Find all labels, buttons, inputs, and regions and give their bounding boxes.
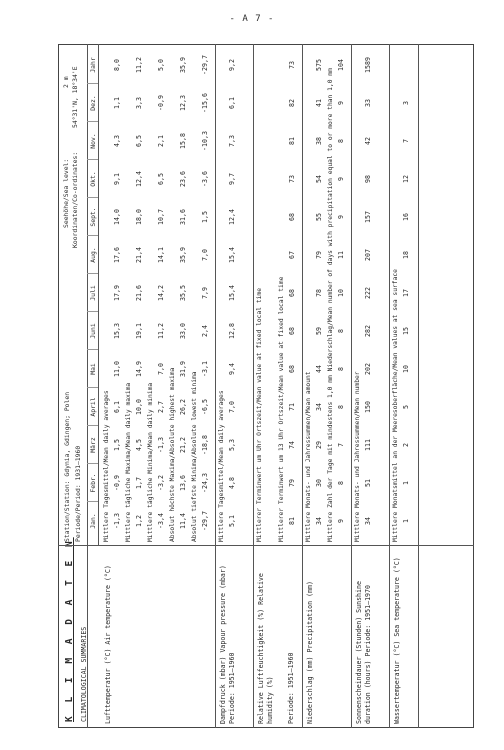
table-cell: -3,4 <box>157 513 165 529</box>
table-cell: 1,5 <box>201 211 209 223</box>
table-cell: 8 <box>337 405 345 409</box>
table-cell: 12 <box>402 175 410 183</box>
table-cell: 59 <box>315 327 323 335</box>
table-cell: 1,1 <box>113 97 121 109</box>
table-cell: 35,5 <box>179 285 187 301</box>
table-cell: 79 <box>315 251 323 259</box>
table-cell: 73 <box>288 61 296 69</box>
month-header-5: Juni <box>89 323 97 339</box>
table-cell: 34 <box>315 517 323 525</box>
month-divider <box>87 121 98 122</box>
table-cell: -29,7 <box>201 55 209 75</box>
row-title: Absolut tiefste Minima/Absolute lowest minima <box>191 371 198 542</box>
table-cell: 14,9 <box>135 361 143 377</box>
month-header-1: Febr. <box>89 473 97 493</box>
station-line: Station/Station: Gdynia, Gdingen; Polen <box>63 391 71 542</box>
section-label-0: Lufttemperatur (°C) Air temperature (°C) <box>104 565 112 724</box>
table-cell: 98 <box>364 175 372 183</box>
table-cell: 10 <box>402 365 410 373</box>
table-cell: 7,0 <box>201 249 209 261</box>
table-cell: 55 <box>315 213 323 221</box>
table-cell: 51 <box>364 479 372 487</box>
table-cell: -3,2 <box>157 475 165 491</box>
table-cell: -10,3 <box>201 131 209 151</box>
table-cell: -1,3 <box>113 513 121 529</box>
table-cell: 21,6 <box>135 285 143 301</box>
table-cell: 7,0 <box>228 401 236 413</box>
table-cell: 10 <box>337 289 345 297</box>
month-divider <box>87 273 98 274</box>
table-cell: 26,2 <box>179 399 187 415</box>
month-header-2: März <box>89 437 97 453</box>
table-cell: 12,4 <box>228 209 236 225</box>
table-cell: 9,4 <box>228 363 236 375</box>
month-header-4: Mai <box>89 363 97 375</box>
table-cell: 12,3 <box>179 95 187 111</box>
table-cell: 34 <box>364 517 372 525</box>
table-cell: 30 <box>315 479 323 487</box>
table-cell: 74 <box>288 441 296 449</box>
doc-subtitle: CLIMATOLOGICAL SUMMARIES <box>80 626 88 722</box>
month-divider <box>87 197 98 198</box>
table-cell: 21,2 <box>179 437 187 453</box>
table-cell: 6,1 <box>228 97 236 109</box>
table-cell: 29 <box>315 441 323 449</box>
month-header-7: Aug. <box>89 247 97 263</box>
month-header-6: Juli <box>89 285 97 301</box>
month-divider <box>87 387 98 388</box>
table-cell: 35,9 <box>179 57 187 73</box>
table-cell: 8 <box>337 481 345 485</box>
table-cell: -3,6 <box>201 171 209 187</box>
table-cell: 17,9 <box>113 285 121 301</box>
table-cell: -18,8 <box>201 435 209 455</box>
table-cell: 2,4 <box>201 325 209 337</box>
row-title: Mittlere Monats- und Jahressummen/Mean amount <box>305 371 312 542</box>
row-title: Mittlere Tagesmittel/Mean daily averages <box>218 390 225 542</box>
month-divider <box>87 425 98 426</box>
table-cell: 15 <box>402 327 410 335</box>
section-rule <box>253 44 254 728</box>
table-cell: 41 <box>315 99 323 107</box>
table-cell: 31,9 <box>179 361 187 377</box>
table-cell: 11,0 <box>113 361 121 377</box>
table-cell: 9 <box>337 177 345 181</box>
month-header-9: Okt. <box>89 171 97 187</box>
table-cell: 31,6 <box>179 209 187 225</box>
section-label-4: Sonnenscheindauer (Stunden) Sunshine duration (hours) Periode: 1951–1970 <box>355 581 372 724</box>
table-cell: 14,2 <box>157 285 165 301</box>
section-label-3: Niederschlag (mm) Precipitation (mm) <box>306 581 314 724</box>
table-cell: 7,0 <box>157 363 165 375</box>
table-cell: 1 <box>402 481 410 485</box>
table-cell: 150 <box>364 401 372 413</box>
table-cell: 6,5 <box>157 173 165 185</box>
table-cell: 1,7 <box>135 477 143 489</box>
table-cell: 19,1 <box>135 323 143 339</box>
table-cell: 104 <box>337 59 345 71</box>
table-cell: 282 <box>364 325 372 337</box>
table-cell: 8,0 <box>113 59 121 71</box>
table-cell: 78 <box>315 289 323 297</box>
table-cell: 7,9 <box>201 287 209 299</box>
table-cell: 38 <box>315 137 323 145</box>
table-cell: 81 <box>288 137 296 145</box>
table-cell: 33,0 <box>179 323 187 339</box>
table-cell: 2 <box>402 443 410 447</box>
table-cell: 15,4 <box>228 285 236 301</box>
table-cell: 21,4 <box>135 247 143 263</box>
section-sublabel-2: Periode: 1951–1960 <box>287 652 295 724</box>
table-cell: 9,2 <box>228 59 236 71</box>
table-cell: -29,7 <box>201 511 209 531</box>
table-cell: 15,4 <box>228 247 236 263</box>
table-cell: -1,3 <box>157 437 165 453</box>
table-cell: 12,4 <box>135 171 143 187</box>
table-cell: -24,3 <box>201 473 209 493</box>
table-cell: 54 <box>315 175 323 183</box>
month-divider <box>87 83 98 84</box>
table-cell: 207 <box>364 249 372 261</box>
row-title: Mittlere Monats- und Jahressummen/Mean number <box>354 371 361 542</box>
table-cell: 42 <box>364 137 372 145</box>
table-cell: 34 <box>315 403 323 411</box>
table-cell: 6,5 <box>135 135 143 147</box>
section-rule <box>351 44 352 728</box>
table-cell: 5,0 <box>157 59 165 71</box>
month-divider <box>87 349 98 350</box>
table-cell: 68 <box>288 213 296 221</box>
row-title: Mittlere tägliche Maxima/Mean daily maxima <box>125 382 132 542</box>
table-cell: 16 <box>402 213 410 221</box>
row-title: Absolut höchste Maxima/Absolute highest maxima <box>169 367 176 542</box>
table-cell: 6,1 <box>113 401 121 413</box>
table-cell: -0,9 <box>113 475 121 491</box>
month-divider <box>87 463 98 464</box>
table-cell: 7 <box>402 139 410 143</box>
table-cell: 15,8 <box>179 133 187 149</box>
table-cell: 68 <box>288 327 296 335</box>
table-cell: 11,2 <box>135 57 143 73</box>
table-cell: 1,5 <box>113 439 121 451</box>
month-header-12: Jahr <box>89 57 97 73</box>
table-cell: 11 <box>337 251 345 259</box>
table-cell: 82 <box>288 99 296 107</box>
section-rule <box>302 44 303 728</box>
table-cell: 8 <box>337 139 345 143</box>
page-number: - A 7 - <box>229 14 275 24</box>
table-cell: 5,1 <box>228 515 236 527</box>
header-rule <box>87 44 88 728</box>
months-rule <box>98 44 99 546</box>
table-cell: 13,6 <box>179 475 187 491</box>
table-cell: 18 <box>402 251 410 259</box>
month-divider <box>87 159 98 160</box>
table-cell: 575 <box>315 59 323 71</box>
month-divider <box>87 501 98 502</box>
month-divider <box>87 311 98 312</box>
table-cell: -6,5 <box>201 399 209 415</box>
table-cell: 5,3 <box>228 439 236 451</box>
section-rule <box>418 44 419 728</box>
section-rule <box>215 44 216 728</box>
section-rule <box>389 44 390 728</box>
table-cell: 8 <box>337 329 345 333</box>
table-cell: 1,2 <box>135 515 143 527</box>
section-label-2: Relative Luftfeuchtigkeit (%) Relative humidity (%) <box>257 573 274 724</box>
table-cell: 11,4 <box>179 513 187 529</box>
table-cell: 67 <box>288 251 296 259</box>
table-cell: 9 <box>337 215 345 219</box>
table-cell: 10,7 <box>157 209 165 225</box>
month-header-0: Jan. <box>89 513 97 529</box>
table-cell: 157 <box>364 211 372 223</box>
table-cell: 8 <box>337 367 345 371</box>
table-cell: 15,3 <box>113 323 121 339</box>
table-cell: 9 <box>337 101 345 105</box>
table-cell: 11,2 <box>157 323 165 339</box>
table-cell: 9,1 <box>113 173 121 185</box>
table-cell: -15,6 <box>201 93 209 113</box>
doc-title: K L I M A D A T E N <box>64 537 75 722</box>
table-cell: -0,9 <box>157 95 165 111</box>
row-title: Mittlerer Terminwert um Uhr Ortszeit/Mean value at fixed local time <box>256 287 263 542</box>
table-cell: 5 <box>402 405 410 409</box>
table-cell: 71 <box>288 403 296 411</box>
table-cell: 79 <box>288 479 296 487</box>
table-cell: 2,1 <box>157 135 165 147</box>
table-cell: 4,8 <box>228 477 236 489</box>
row-title: Mittlere Tagesmittel/Mean daily averages <box>103 390 110 542</box>
climate-table <box>58 44 474 728</box>
row-title: Mittlere tägliche Minima/Mean daily minima <box>147 382 154 542</box>
table-cell: 1 <box>402 519 410 523</box>
table-cell: 9,7 <box>228 173 236 185</box>
section-label-1: Dampfdruck (mbar) Vapour pressure (mbar) Periode: 1951–1960 <box>219 565 236 724</box>
table-cell: 44 <box>315 365 323 373</box>
month-header-8: Sept. <box>89 207 97 227</box>
elevation-value: 2 m <box>62 76 70 88</box>
table-cell: 14,0 <box>113 209 121 225</box>
table-cell: 33 <box>364 99 372 107</box>
elevation-label: Seehöhe/Sea level: <box>62 158 70 228</box>
month-header-11: Dez. <box>89 95 97 111</box>
period-line: Periode/Period: 1931–1960 <box>74 445 82 542</box>
table-cell: 1589 <box>364 57 372 73</box>
table-cell: 4,5 <box>135 439 143 451</box>
table-cell: 2,7 <box>157 401 165 413</box>
table-cell: 3 <box>402 101 410 105</box>
table-cell: 17,6 <box>113 247 121 263</box>
row-title: Mittlere Monatsmittel an der Meeresoberfläche/Mean values at sea surface <box>392 269 399 542</box>
table-cell: 7,3 <box>228 135 236 147</box>
table-cell: -3,1 <box>201 361 209 377</box>
month-header-10: Nov. <box>89 133 97 149</box>
row-title: Mittlerer Terminwert um 13 Uhr Ortszeit/Mean value at fixed local time <box>278 276 285 542</box>
table-cell: 4,3 <box>113 135 121 147</box>
table-cell: 14,1 <box>157 247 165 263</box>
row-title: Mittlere Zahl der Tage mit mindestens 1,0 mm Niederschlag/Mean number of days with precipitation equal to or more than 1,0 mm <box>327 68 334 542</box>
table-cell: 81 <box>288 517 296 525</box>
table-cell: 9 <box>337 519 345 523</box>
month-divider <box>87 235 98 236</box>
coords-label: Koordinaten/Co-ordinates: <box>71 151 79 248</box>
month-header-3: April <box>89 397 97 417</box>
table-cell: 73 <box>288 175 296 183</box>
table-cell: 202 <box>364 363 372 375</box>
table-cell: 68 <box>288 365 296 373</box>
coords-value: 54°31'N, 18°34'E <box>71 66 79 128</box>
table-cell: 35,9 <box>179 247 187 263</box>
table-cell: 222 <box>364 287 372 299</box>
table-cell: 10,0 <box>135 399 143 415</box>
table-cell: 3,3 <box>135 97 143 109</box>
table-cell: 18,0 <box>135 209 143 225</box>
table-cell: 23,6 <box>179 171 187 187</box>
table-cell: 12,8 <box>228 323 236 339</box>
table-cell: 17 <box>402 289 410 297</box>
section-label-5: Wassertemperatur (°C) Sea temperature (°C) <box>393 557 401 724</box>
table-cell: 7 <box>337 443 345 447</box>
table-cell: 111 <box>364 439 372 451</box>
table-cell: 68 <box>288 289 296 297</box>
